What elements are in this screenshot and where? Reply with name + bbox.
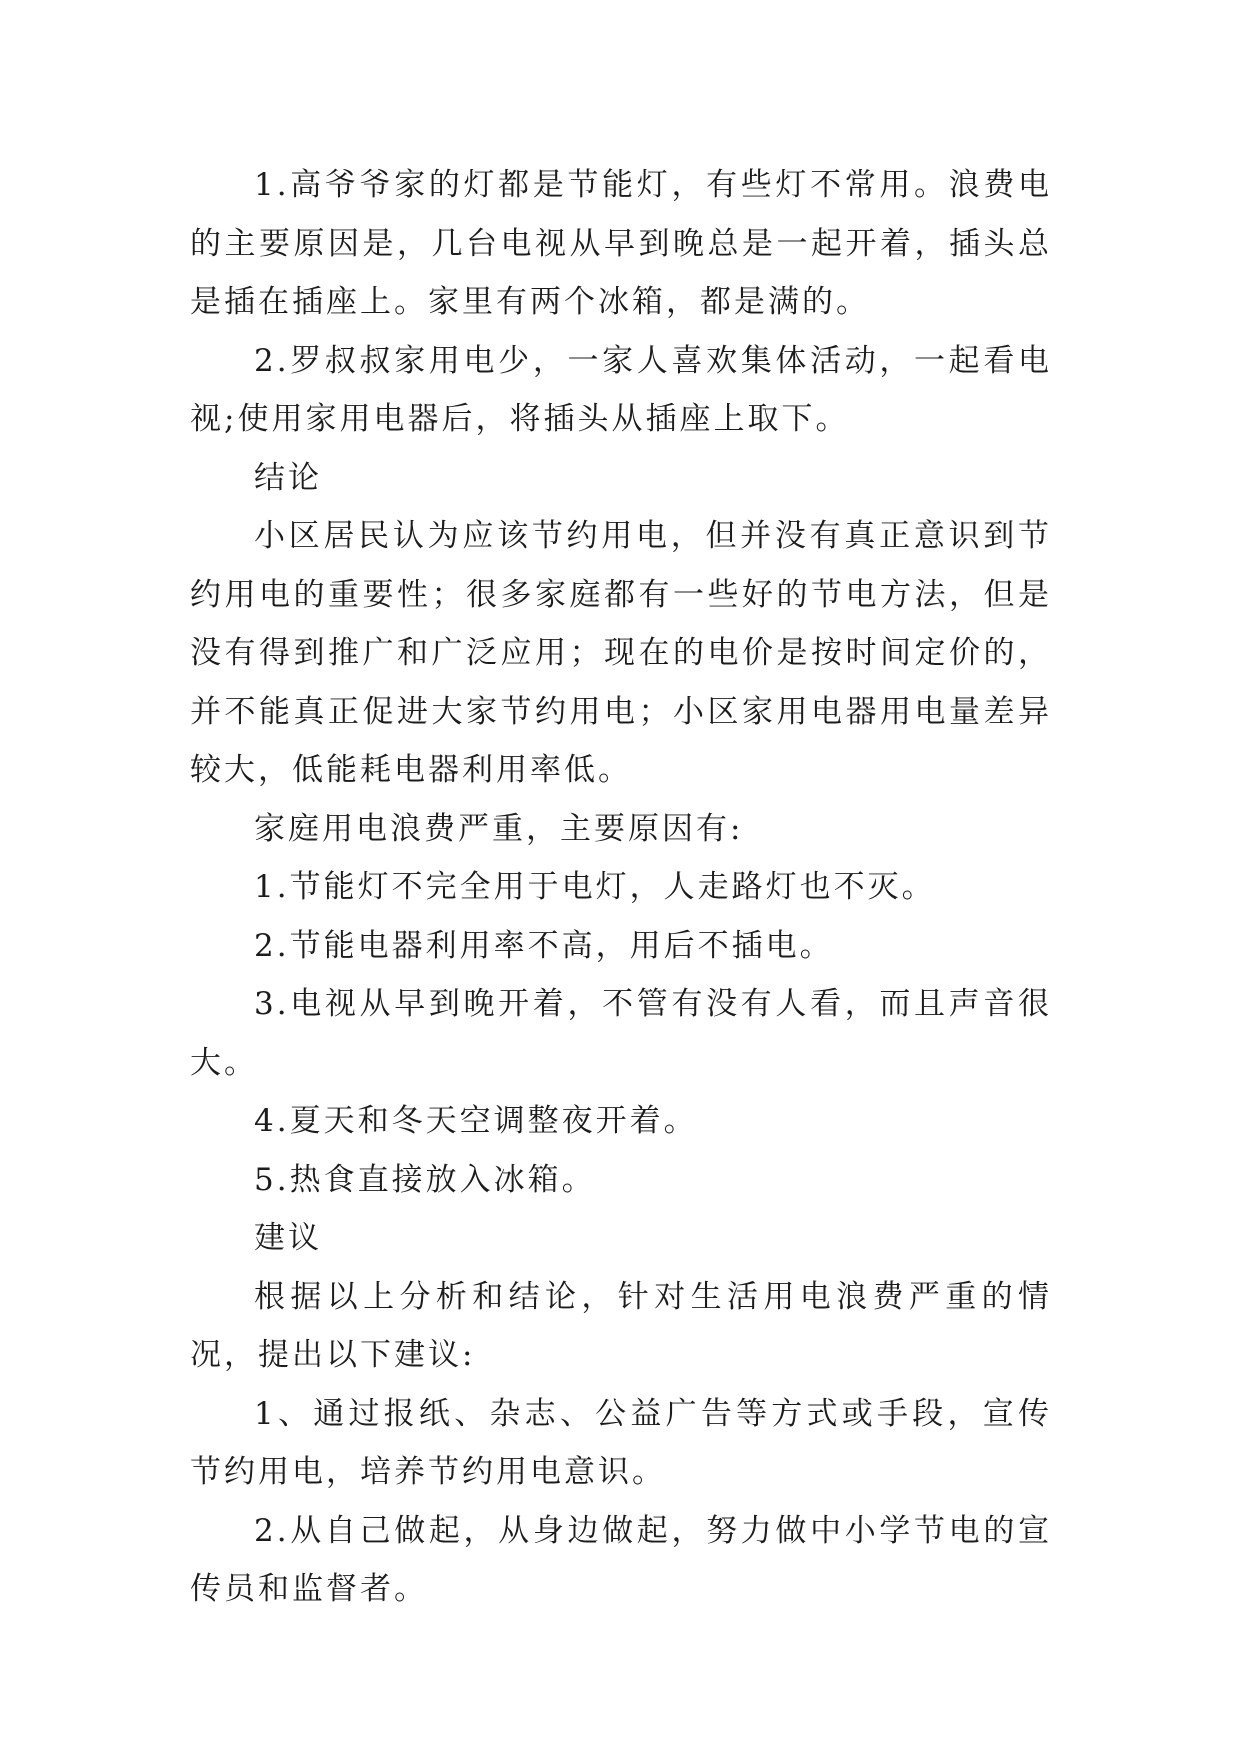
paragraph-luo-family: 2.罗叔叔家用电少，一家人喜欢集体活动，一起看电视;使用家用电器后，将插头从插座上取下。: [190, 342, 1052, 437]
document-body: [190, 156, 1052, 1619]
heading-suggestions: 建议: [254, 1220, 322, 1256]
list-item-reason-1: 1.节能灯不完全用于电灯，人走路灯也不灭。: [254, 869, 936, 905]
paragraph-gao-family: 1.高爷爷家的灯都是节能灯，有些灯不常用。浪费电的主要原因是，几台电视从早到晚总是一起开着，插头总是插在插座上。家里有两个冰箱，都是满的。: [190, 167, 1052, 320]
list-item-reason-2: 2.节能电器利用率不高，用后不插电。: [254, 927, 834, 964]
heading-conclusion: 结论: [254, 459, 322, 496]
paragraph-waste-reasons-intro: 家庭用电浪费严重，主要原因有:: [254, 810, 744, 847]
list-item-reason-3: 3.电视从早到晚开着，不管有没有人看，而且声音很大。: [190, 986, 1052, 1081]
paragraph-conclusion: 小区居民认为应该节约用电，但并没有真正意识到节约用电的重要性；很多家庭都有一些好的节电方法，但是没有得到推广和广泛应用；现在的电价是按时间定价的，并不能真正促进大家节约用电；小区家用电器用电量差异较大，低能耗电器利用率低。: [190, 518, 1052, 788]
paragraph-suggestions-intro: 根据以上分析和结论，针对生活用电浪费严重的情况，提出以下建议:: [190, 1278, 1052, 1373]
list-item-reason-5: 5.热食直接放入冰箱。: [254, 1161, 596, 1198]
list-item-suggestion-2: 2.从自己做起，从身边做起，努力做中小学节电的宣传员和监督者。: [190, 1512, 1052, 1607]
list-item-reason-4: 4.夏天和冬天空调整夜开着。: [254, 1103, 698, 1139]
list-item-suggestion-1: 1、通过报纸、杂志、公益广告等方式或手段，宣传节约用电，培养节约用电意识。: [190, 1395, 1052, 1490]
